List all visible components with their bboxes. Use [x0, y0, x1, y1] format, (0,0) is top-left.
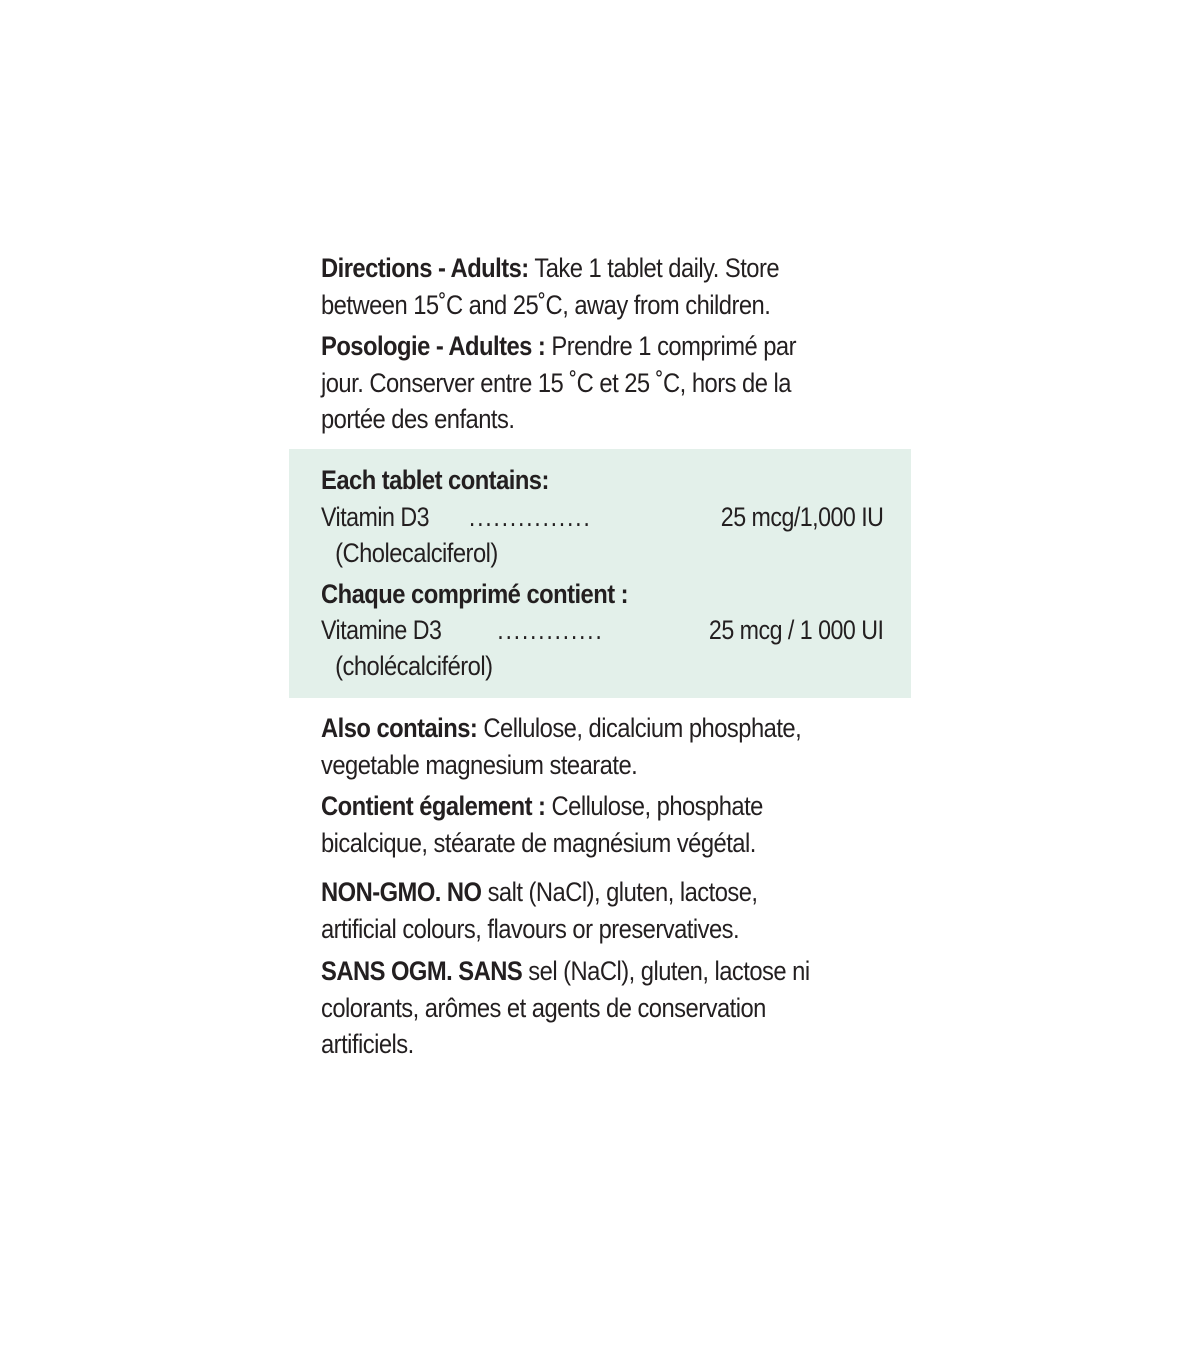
- leader-dots-fr: .............: [497, 615, 604, 645]
- ingredient-row-fr: [321, 612, 883, 649]
- directions-en-heading: Directions - Adults:: [321, 253, 529, 283]
- directions-fr: [321, 328, 831, 438]
- free-from-fr: [321, 953, 831, 1063]
- free-from-fr-text-line3: artificiels.: [321, 1029, 414, 1059]
- free-from-fr-text-line2: colorants, arômes et agents de conservation: [321, 992, 766, 1023]
- leader-dots-en: ...............: [468, 502, 592, 532]
- ingredient-source-fr: (cholécalciférol): [335, 651, 493, 681]
- ingredient-source-en-block: [321, 535, 845, 572]
- ingredient-row-en: [321, 499, 883, 536]
- ingredient-name-en: Vitamin D3: [321, 502, 429, 532]
- directions-fr-text-line2: jour. Conserver entre 15 ˚C et 25 ˚C, hors de la: [321, 367, 791, 398]
- ingredients-en-heading-block: [321, 462, 831, 499]
- ingredients-fr-heading: Chaque comprimé contient :: [321, 579, 629, 609]
- ingredient-source-fr-block: [321, 648, 845, 685]
- ingredient-source-en: (Cholecalciferol): [335, 538, 498, 568]
- also-contains-en-heading: Also contains:: [321, 713, 478, 743]
- also-contains-fr-heading: Contient également :: [321, 791, 546, 821]
- ingredients-fr-heading-block: [321, 576, 831, 613]
- directions-fr-heading: Posologie - Adultes :: [321, 331, 546, 361]
- directions-en-text: Take 1 tablet daily. Store: [528, 253, 780, 283]
- also-contains-en: [321, 710, 831, 783]
- also-contains-en-text: Cellulose, dicalcium phosphate,: [477, 713, 802, 743]
- also-contains-fr-text-line2: bicalcique, stéarate de magnésium végétal.: [321, 827, 756, 858]
- directions-en: [321, 250, 831, 323]
- free-from-en-text: salt (NaCl), gluten, lactose,: [481, 877, 758, 907]
- directions-fr-text: Prendre 1 comprimé par: [545, 331, 796, 361]
- free-from-fr-text: sel (NaCl), gluten, lactose ni: [522, 956, 810, 986]
- free-from-fr-heading: SANS OGM. SANS: [321, 956, 523, 986]
- free-from-en-text-line2: artificial colours, flavours or preservatives.: [321, 913, 740, 944]
- directions-en-text-line2: between 15˚C and 25˚C, away from children.: [321, 289, 771, 320]
- ingredients-en-heading: Each tablet contains:: [321, 465, 549, 495]
- also-contains-en-text-line2: vegetable magnesium stearate.: [321, 749, 638, 780]
- free-from-en-heading: NON-GMO. NO: [321, 877, 482, 907]
- ingredient-amount-fr: 25 mcg / 1 000 UI: [708, 615, 884, 645]
- also-contains-fr-text: Cellulose, phosphate: [545, 791, 763, 821]
- ingredient-name-fr: Vitamine D3: [321, 615, 442, 645]
- directions-fr-text-line3: portée des enfants.: [321, 404, 515, 434]
- also-contains-fr: [321, 788, 831, 861]
- ingredient-amount-en: 25 mcg/1,000 IU: [720, 502, 884, 532]
- free-from-en: [321, 874, 831, 947]
